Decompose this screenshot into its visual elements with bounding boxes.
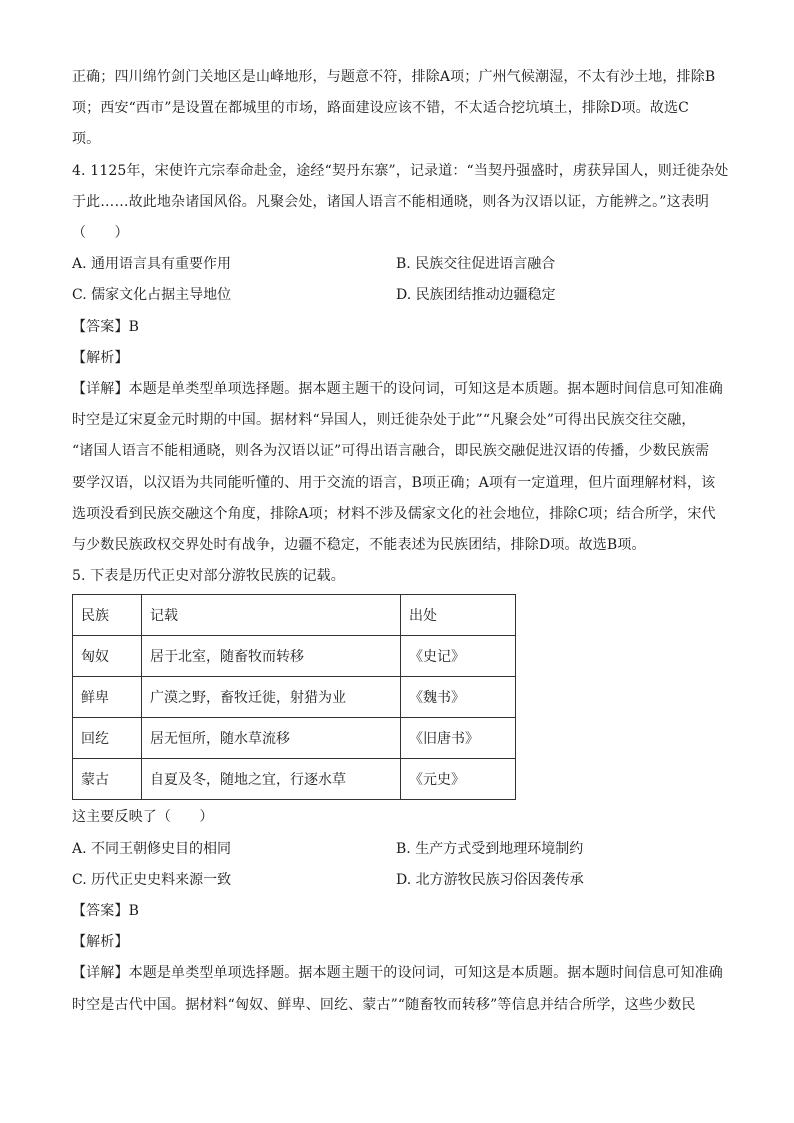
question-stem: 4. 1125年，宋使许亢宗奉命赴金，途经“契丹东寨”，记录道：“当契丹强盛时，虏获异国人，则迁徙杂处	[72, 162, 729, 179]
table-header-row	[73, 595, 516, 636]
question-stem: （ ）	[72, 225, 129, 242]
table-header: 记载	[142, 595, 401, 636]
option-a: A. 不同王朝修史目的相同	[72, 840, 232, 857]
answer-label: 【答案】	[72, 318, 129, 335]
answer-line	[72, 312, 724, 343]
table-cell: 蒙古	[73, 759, 142, 800]
question-prompt: 这主要反映了（ ）	[72, 809, 214, 826]
table-cell: 《旧唐书》	[401, 718, 516, 759]
table-cell: 鲜卑	[73, 677, 142, 718]
table-cell: 回纥	[73, 718, 142, 759]
options-row	[72, 865, 724, 896]
table-cell: 匈奴	[73, 636, 142, 677]
question-4	[72, 156, 729, 562]
option-b: B. 民族交往促进语言融合	[396, 256, 556, 273]
previous-explanation	[72, 62, 724, 156]
table-cell: 广漠之野，畜牧迁徙，射猎为业	[142, 677, 401, 718]
table-row	[73, 677, 516, 718]
table-header: 民族	[73, 595, 142, 636]
table-cell: 《史记》	[401, 636, 516, 677]
analysis-label: 【解析】	[72, 934, 129, 951]
table-cell: 《元史》	[401, 759, 516, 800]
table-cell: 居于北室，随畜牧而转移	[142, 636, 401, 677]
table-cell: 自夏及冬，随地之宜，行逐水草	[142, 759, 401, 800]
detail-line: “诸国人语言不能相通晓，则各为汉语以证”可得出语言融合，即民族交融促进汉语的传播，少数民族需	[72, 443, 710, 460]
option-c: C. 儒家文化占据主导地位	[72, 287, 232, 304]
options-row	[72, 280, 724, 311]
analysis-label: 【解析】	[72, 349, 129, 366]
detail-line: 与少数民族政权交界处时有战争，边疆不稳定，不能表述为民族团结，排除D项。故选B项。	[72, 537, 646, 554]
answer-label: 【答案】	[72, 903, 129, 920]
detail-line: 选项没看到民族交融这个角度，排除A项；材料不涉及儒家文化的社会地位，排除C项；结合所学，宋代	[72, 505, 716, 522]
answer-line	[72, 896, 724, 927]
detail-line: 时空是辽宋夏金元时期的中国。据材料“异国人，则迁徙杂处于此”“凡聚会处”可得出民族交往交融，	[72, 412, 696, 429]
table-cell: 《魏书》	[401, 677, 516, 718]
table-row	[73, 759, 516, 800]
table-cell: 居无恒所，随水草流移	[142, 718, 401, 759]
detail-line: 时空是古代中国。据材料“匈奴、鲜卑、回纥、蒙古”“随畜牧而转移”等信息并结合所学，这些少数民	[72, 996, 696, 1013]
option-d: D. 民族团结推动边疆稳定	[396, 287, 556, 304]
detail-line: 要学汉语，以汉语为共同能听懂的、用于交流的语言，B项正确；A项有一定道理，但片面理解材料，该	[72, 474, 716, 491]
options-row	[72, 249, 724, 280]
records-table	[72, 594, 516, 800]
question-stem: 于此……故此地杂诸国风俗。凡聚会处，诸国人语言不能相通晓，则各为汉语以证，方能辨之。”这表明	[72, 193, 710, 210]
option-c: C. 历代正史史料来源一致	[72, 871, 232, 888]
answer-value: B	[128, 318, 140, 335]
table-header: 出处	[401, 595, 516, 636]
option-a: A. 通用语言具有重要作用	[72, 256, 232, 273]
text-line: 正确；四川绵竹剑门关地区是山峰地形，与题意不符，排除A项；广州气候潮湿，不太有沙土地，排除B	[72, 69, 716, 85]
options-row	[72, 834, 724, 865]
text-line: 项；西安“西市”是设置在都城里的市场，路面建设应该不错，不太适合挖坑填土，排除D项。故选C	[72, 100, 689, 117]
question-5	[72, 561, 724, 1021]
table-row	[73, 636, 516, 677]
option-b: B. 生产方式受到地理环境制约	[396, 840, 584, 857]
option-d: D. 北方游牧民族习俗因袭传承	[396, 871, 584, 888]
table-row	[73, 718, 516, 759]
detail-line: 【详解】本题是单类型单项选择题。据本题主题干的设问词，可知这是本质题。据本题时间信息可知准确	[72, 381, 723, 398]
text-line: 项。	[72, 131, 101, 148]
answer-value: B	[128, 903, 140, 920]
document-page	[72, 62, 729, 1021]
detail-line: 【详解】本题是单类型单项选择题。据本题主题干的设问词，可知这是本质题。据本题时间信息可知准确	[72, 965, 723, 982]
question-stem: 5. 下表是历代正史对部分游牧民族的记载。	[72, 568, 345, 585]
